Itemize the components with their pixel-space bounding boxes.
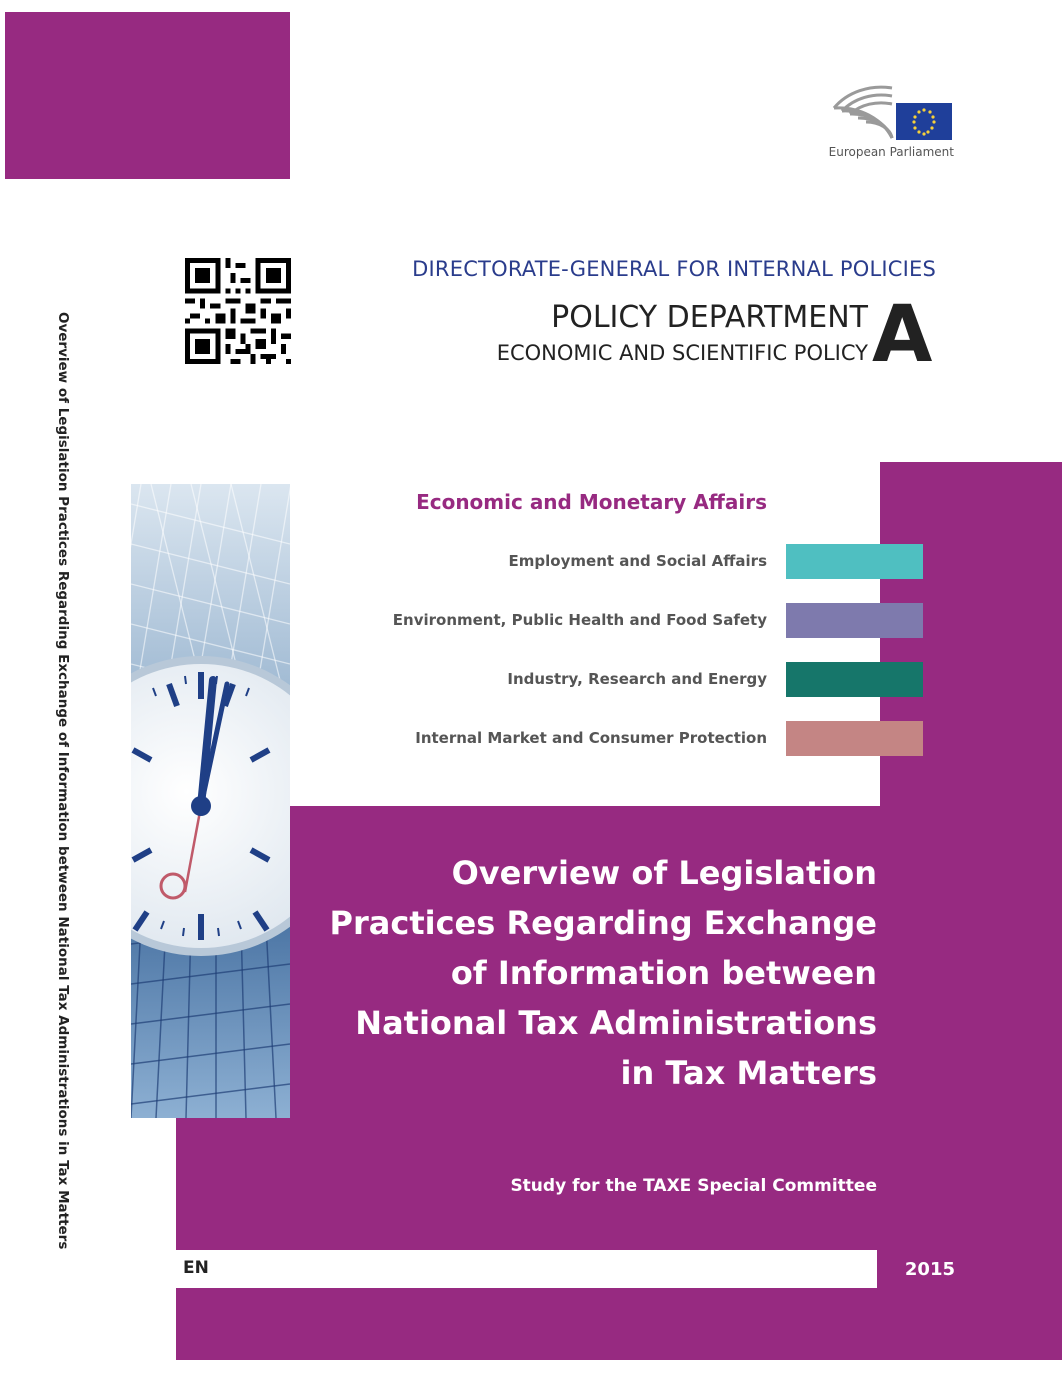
title-line-1: Overview of Legislation: [451, 854, 877, 892]
title-line-5: in Tax Matters: [620, 1054, 877, 1092]
theme-swatch-environment: [786, 603, 923, 638]
language-bar: [176, 1250, 877, 1288]
qr-code-icon: [185, 258, 291, 364]
theme-swatch-industry: [786, 662, 923, 697]
theme-internal-market[interactable]: Internal Market and Consumer Protection: [415, 729, 767, 747]
policy-department-title: POLICY DEPARTMENT: [551, 300, 868, 335]
directorate-title: DIRECTORATE-GENERAL FOR INTERNAL POLICIES: [412, 257, 936, 281]
theme-industry[interactable]: Industry, Research and Energy: [507, 670, 767, 688]
title-line-3: of Information between: [450, 954, 877, 992]
top-color-block: [5, 12, 290, 179]
title-line-2: Practices Regarding Exchange: [329, 904, 877, 942]
active-theme-swatch: [786, 486, 880, 521]
clock-photo: [131, 484, 290, 1118]
theme-swatch-internal-market: [786, 721, 923, 756]
publication-year: 2015: [904, 1259, 955, 1280]
language-code: EN: [183, 1258, 209, 1278]
title-line-4: National Tax Administrations: [355, 1004, 877, 1042]
institution-name: European Parliament: [828, 145, 954, 159]
policy-department-subtitle: ECONOMIC AND SCIENTIFIC POLICY: [496, 341, 868, 365]
theme-swatch-employment: [786, 544, 923, 579]
document-title: [300, 848, 877, 1098]
theme-environment[interactable]: Environment, Public Health and Food Safety: [392, 611, 767, 629]
theme-employment[interactable]: Employment and Social Affairs: [508, 552, 767, 570]
department-letter: A: [872, 290, 933, 380]
document-subtitle: Study for the TAXE Special Committee: [510, 1176, 877, 1196]
spine-title: Overview of Legislation Practices Regarding Exchange of Information between National Tax Administrations in Tax Matters: [55, 312, 71, 1250]
theme-active[interactable]: Economic and Monetary Affairs: [416, 490, 767, 514]
